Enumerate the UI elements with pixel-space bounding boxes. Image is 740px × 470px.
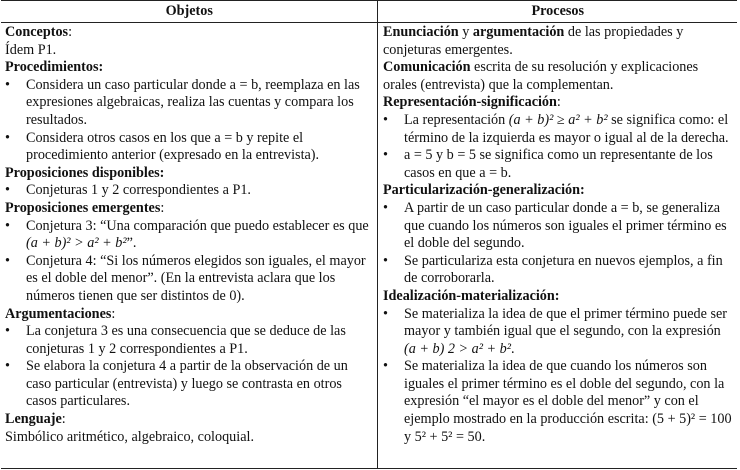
list-item: • Considera otros casos en los que a = b y repite el procedimiento anterior (expresado en la entrevista). xyxy=(5,129,320,164)
emergentes-section: Proposiciones emergentes: xyxy=(5,199,165,216)
objetos-column xyxy=(1,23,378,468)
lenguaje-text: Simbólico aritmético, algebraico, coloquial. xyxy=(5,428,254,445)
conceptos-section: Conceptos: xyxy=(5,24,73,40)
list-item: • Considera un caso particular donde a = b, reemplaza en las expresiones algebraicas, realiza las cuentas y compara los resultados. xyxy=(5,76,360,128)
list-item: • La representación (a + b)² ≥ a² + b² se significa como: el término de la izquierda es mayor o igual al de la derecha. xyxy=(383,111,729,146)
enunciacion-text: Enunciación y argumentación de las propiedades y conjeturas emergentes. xyxy=(383,24,684,58)
list-item: • Se materializa la idea de que el primer término puede ser mayor y también igual que el segundo, con la expresión (a + b) 2 > a² + b². xyxy=(383,305,728,357)
list-item: • Se elabora la conjetura 4 a partir de la observación de un caso particular (entrevista) y luego se contrasta en otros casos particulares. xyxy=(5,358,348,410)
lenguaje-section: Lenguaje: xyxy=(5,411,66,428)
header-objetos: Objetos xyxy=(1,1,378,22)
comunicacion-text: Comunicación escrita de su resolución y explicaciones orales (entrevista) que la complementan. xyxy=(383,59,699,93)
conceptos-text: Ídem P1. xyxy=(5,41,57,58)
table-header xyxy=(1,1,737,23)
representacion-section: Representación-significación: xyxy=(383,94,561,111)
list-item: • Conjetura 3: “Una comparación que puedo establecer es que (a + b)² > a² + b²”. xyxy=(5,217,369,252)
list-item: • Se materializa la idea de que cuando los números son iguales el primer término es el doble del segundo, con la expresión “el mayor es el doble del menor” y con el ejemplo mostrado en la producción escrita: (5 + 5)² = 100 y 5² + 5² = 50. xyxy=(383,358,732,445)
disponibles-title: Proposiciones disponibles: xyxy=(5,164,165,181)
list-item: • Conjetura 4: “Si los números elegidos son iguales, el mayor es el doble del menor”. (En la entrevista aclara que los números tienen que ser distintos de 0). xyxy=(5,252,366,304)
list-item: • Conjeturas 1 y 2 correspondientes a P1. xyxy=(5,182,251,199)
list-item: • Se particulariza esta conjetura en nuevos ejemplos, a fin de corroborarla. xyxy=(383,252,723,287)
conceptos-title: Conceptos xyxy=(5,24,69,40)
representacion-title: Representación-significación xyxy=(383,94,557,111)
lenguaje-title: Lenguaje xyxy=(5,411,62,428)
particularizacion-title: Particularización-generalización: xyxy=(383,182,585,199)
objects-processes-table xyxy=(1,0,737,469)
list-item: • A partir de un caso particular donde a = b, se generaliza que cuando los números son iguales el primer término es el doble del segundo. xyxy=(383,199,727,252)
argumentaciones-title: Argumentaciones xyxy=(5,305,112,322)
argumentaciones-section: Argumentaciones: xyxy=(5,305,116,322)
procesos-column xyxy=(378,23,737,468)
list-item: • La conjetura 3 es una consecuencia que se deduce de las conjeturas 1 y 2 correspondientes a P1. xyxy=(5,323,346,357)
procedimientos-title: Procedimientos: xyxy=(5,59,104,76)
list-item: • a = 5 y b = 5 se significa como un representante de los casos en que a = b. xyxy=(383,147,713,181)
idealizacion-title: Idealización-materialización: xyxy=(383,287,560,304)
header-procesos: Procesos xyxy=(531,3,584,19)
emergentes-title: Proposiciones emergentes xyxy=(5,199,161,216)
